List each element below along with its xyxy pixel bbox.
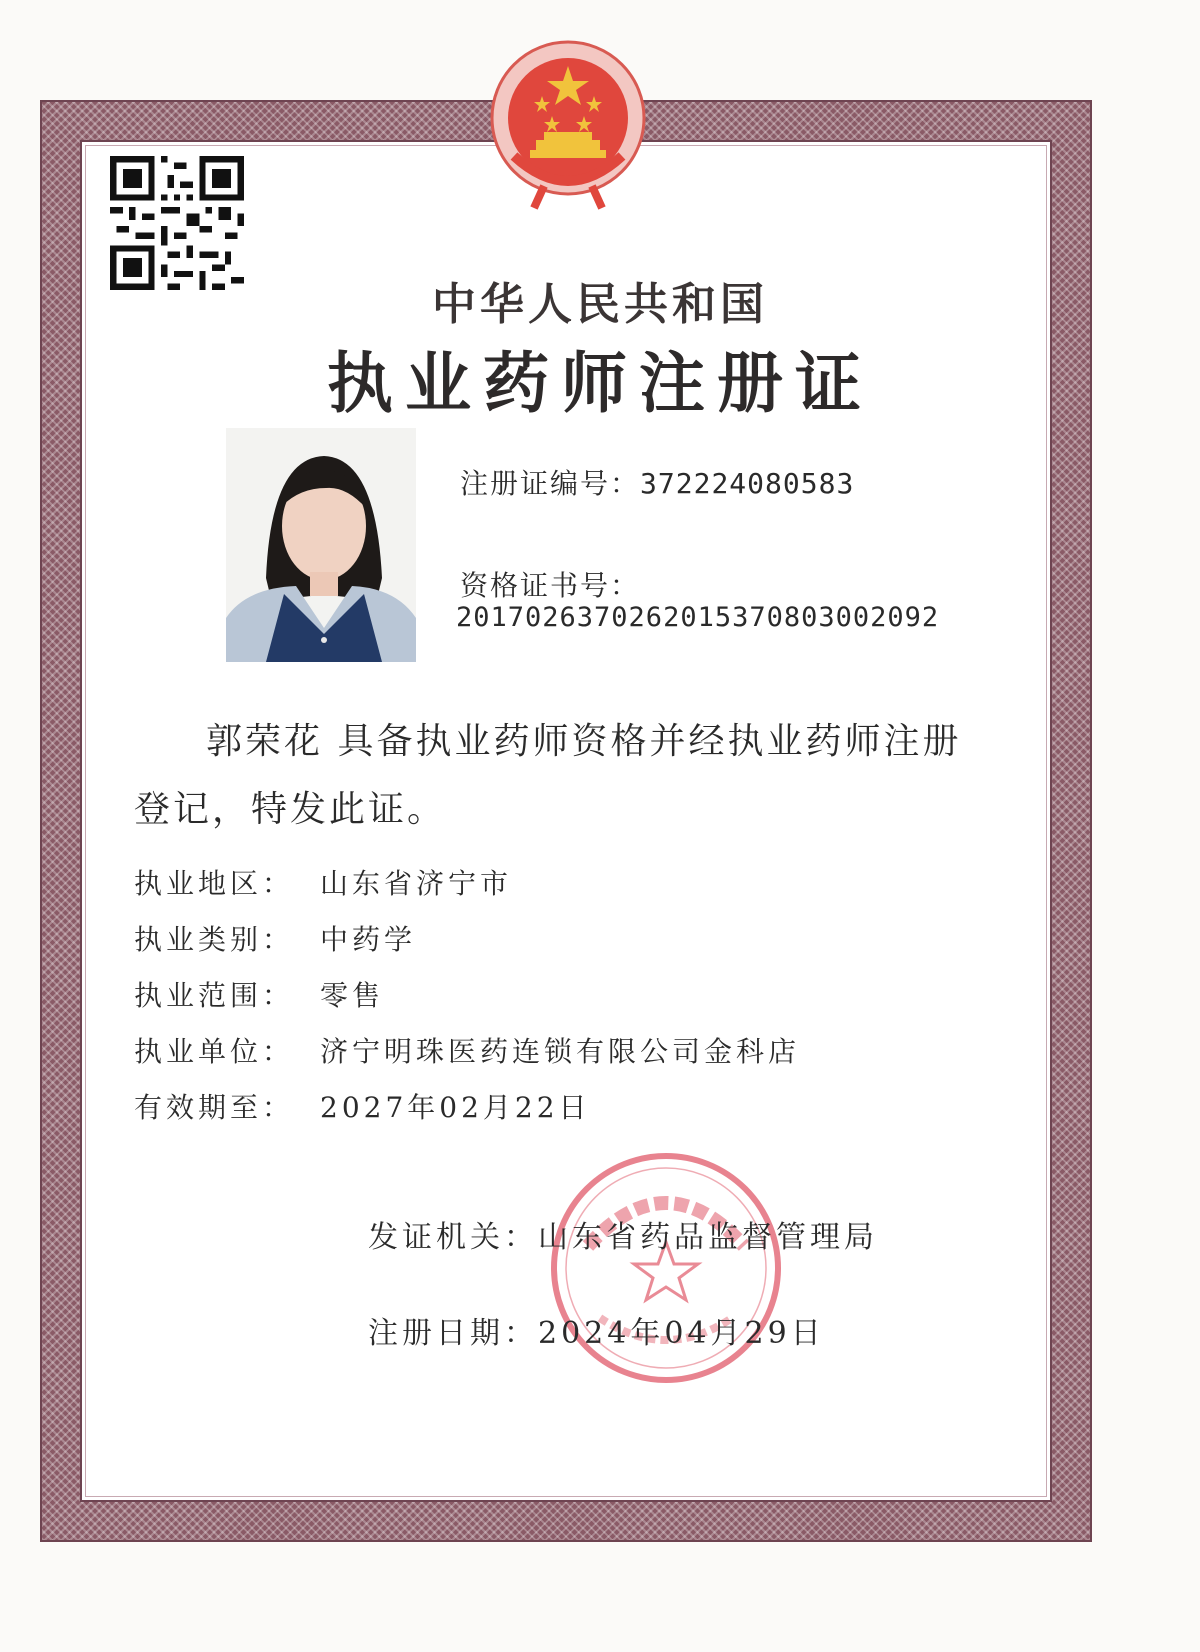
field-practice-region	[134, 862, 512, 902]
field-value: 济宁明珠医药连锁有限公司金科店	[320, 1035, 801, 1068]
field-label: 执业类别：	[134, 923, 295, 956]
field-value: 2027年02月22日	[320, 1091, 591, 1124]
registration-number	[460, 462, 854, 502]
certificate-statement	[134, 708, 964, 844]
field-value: 山东省济宁市	[320, 867, 513, 900]
registration-number-label: 注册证编号：	[460, 467, 641, 500]
registration-date-value: 2024年04月29日	[538, 1316, 825, 1351]
certificate-country-title: 中华人民共和国	[432, 279, 768, 330]
portrait-photo	[226, 428, 416, 662]
field-label: 执业地区：	[134, 867, 295, 900]
holder-name: 郭荣花	[206, 721, 324, 762]
issuing-authority	[368, 1212, 878, 1256]
field-label: 有效期至：	[134, 1091, 295, 1124]
field-practice-scope	[134, 974, 384, 1014]
field-label: 执业单位：	[134, 1035, 295, 1068]
national-emblem-icon	[484, 36, 652, 212]
field-label: 执业范围：	[134, 979, 295, 1012]
qualification-number-value: 20170263702620153708030020​92	[456, 602, 940, 633]
certificate-main-title: 执业药师注册证	[327, 344, 873, 422]
issuing-authority-label: 发证机关：	[368, 1220, 538, 1255]
registration-number-value: 372224080583	[640, 467, 855, 500]
field-practice-unit	[134, 1030, 800, 1070]
statement-text: 具备执业药师资格并经执业药师注册登记，特发此证。	[134, 721, 962, 830]
field-valid-until	[134, 1086, 591, 1126]
qualification-number-label-row	[460, 564, 640, 604]
field-practice-category	[134, 918, 416, 958]
registration-date-label: 注册日期：	[368, 1316, 538, 1351]
qualification-number-label: 资格证书号：	[460, 569, 641, 602]
registration-date	[368, 1308, 825, 1352]
field-value: 中药学	[320, 923, 417, 956]
field-value: 零售	[320, 979, 385, 1012]
issuing-authority-value: 山东省药品监督管理局	[538, 1220, 878, 1255]
